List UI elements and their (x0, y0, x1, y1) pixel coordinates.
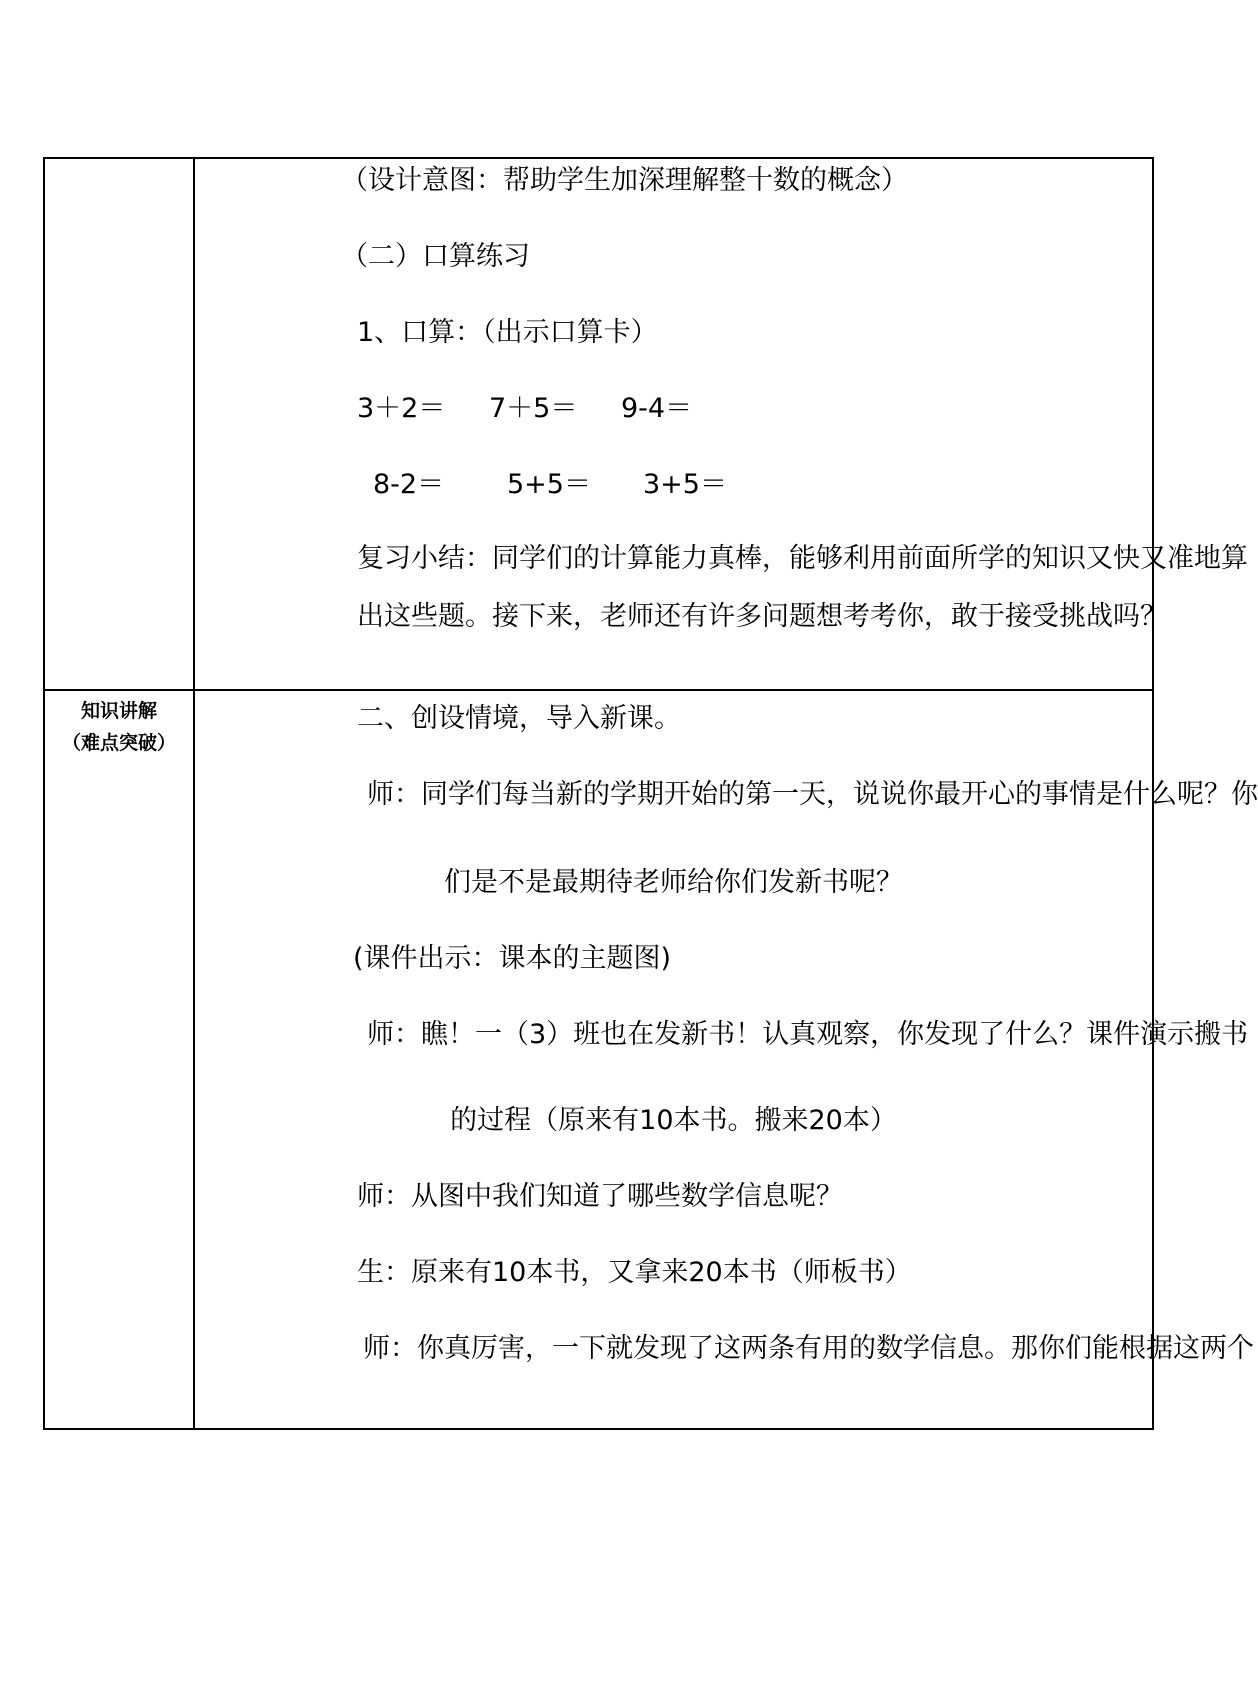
oral-practice-heading: （二）口算练习 (341, 241, 530, 272)
review-label-cell (44, 158, 194, 690)
student-line-1: 生：原来有10本书，又拿来20本书（师板书） (357, 1257, 912, 1288)
teacher-line-3: 师：从图中我们知道了哪些数学信息呢？ (357, 1181, 843, 1212)
review-content-cell (194, 158, 1248, 690)
problem-8-minus-2: 8-2＝ (373, 469, 445, 500)
review-summary-line-2: 出这些题。接下来，老师还有许多问题想考考你，敢于接受挑战吗？ (357, 601, 1167, 632)
section-heading: 二、创设情境，导入新课。 (357, 703, 681, 734)
problem-7-plus-5: 7＋5＝ (489, 393, 578, 424)
knowledge-label-line-2: （难点突破） (61, 732, 176, 754)
review-row (44, 158, 1153, 690)
problem-9-minus-4: 9-4＝ (621, 393, 693, 424)
review-summary-line-1: 复习小结：同学们的计算能力真棒，能够利用前面所学的知识又快又准地算 (357, 543, 1248, 574)
design-intent-text: （设计意图：帮助学生加深理解整十数的概念） (341, 165, 908, 196)
problem-3-plus-5: 3+5＝ (643, 469, 727, 500)
problem-5-plus-5: 5+5＝ (507, 469, 591, 500)
courseware-note: (课件出示：课本的主题图) (353, 943, 672, 974)
teacher-line-1b: 们是不是最期待老师给你们发新书呢？ (444, 867, 903, 898)
teacher-line-2a: 师：瞧！一（3）班也在发新书！认真观察，你发现了什么？课件演示搬书 (367, 1019, 1249, 1050)
teacher-line-4: 师：你真厉害，一下就发现了这两条有用的数学信息。那你们能根据这两个 (363, 1333, 1254, 1364)
knowledge-content-cell (194, 690, 1258, 1429)
knowledge-label-line-1: 知识讲解 (80, 700, 157, 722)
oral-calc-item: 1、口算：（出示口算卡） (357, 317, 658, 348)
knowledge-label (45, 695, 193, 759)
lesson-plan-table (43, 157, 1258, 1430)
teacher-line-1a: 师：同学们每当新的学期开始的第一天，说说你最开心的事情是什么呢？你 (367, 779, 1258, 810)
knowledge-row (44, 690, 1153, 1429)
knowledge-label-cell (44, 690, 194, 1429)
teacher-line-2b: 的过程（原来有10本书。搬来20本） (450, 1105, 897, 1136)
problem-3-plus-2: 3＋2＝ (357, 393, 446, 424)
